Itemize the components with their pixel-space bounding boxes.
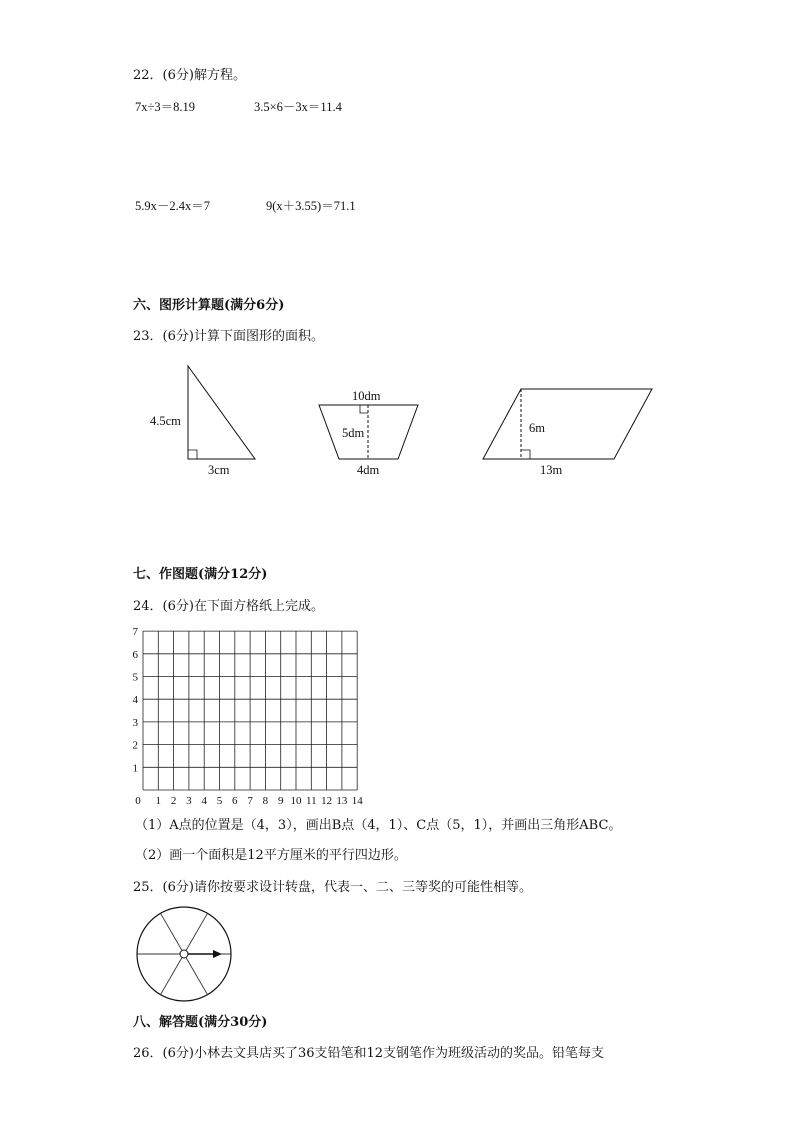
x-tick-label: 12: [321, 795, 333, 807]
section-8-heading: 八、解答题(满分30分): [133, 1015, 268, 1030]
spinner-hub: [180, 950, 188, 958]
spinner-sector-divider: [186, 957, 208, 994]
y-tick-label: 4: [132, 694, 138, 707]
x-tick-label: 10: [290, 795, 302, 807]
section-7-heading: 七、作图题(满分12分): [133, 567, 268, 582]
q25-title: 25．(6分)请你按要求设计转盘，代表一、二、三等奖的可能性相等。: [133, 880, 532, 895]
equation-1: 7x÷3＝8.19: [135, 100, 195, 114]
x-tick-label: 2: [170, 795, 177, 807]
trapezoid-height-label: 5dm: [342, 426, 365, 440]
q24-title: 24．(6分)在下面方格纸上完成。: [133, 599, 324, 614]
trapezoid-top-label: 10dm: [352, 389, 381, 403]
x-tick-label: 13: [336, 795, 348, 807]
y-tick-label: 2: [132, 739, 138, 752]
x-tick-label: 11: [306, 795, 317, 807]
y-tick-label: 3: [132, 716, 138, 729]
x-tick-label: 14: [351, 795, 363, 807]
x-tick-label: 7: [247, 795, 253, 807]
x-tick-label: 5: [216, 795, 223, 807]
x-tick-label: 1: [155, 795, 162, 807]
spinner-sector-divider: [186, 913, 208, 950]
q26-title: 26．(6分)小林去文具店买了36支铅笔和12支钢笔作为班级活动的奖品。铅笔每支: [133, 1046, 605, 1061]
x-tick-label: 8: [262, 795, 269, 807]
spinner-sector-divider: [161, 957, 183, 994]
q23-title: 23．(6分)计算下面图形的面积。: [133, 329, 324, 344]
q22-title: 22．(6分)解方程。: [133, 68, 246, 83]
q24-part1: （1）A点的位置是（4，3），画出B点（4，1）、C点（5，1），并画出三角形ABC。: [135, 818, 622, 833]
equation-3: 5.9x－2.4x＝7: [135, 199, 211, 213]
y-tick-label: 7: [132, 626, 138, 639]
section-6-heading: 六、图形计算题(满分6分): [133, 298, 285, 313]
x-tick-label: 4: [201, 795, 207, 807]
trapezoid-bottom-label: 4dm: [357, 463, 380, 477]
parallelogram-height-label: 6m: [529, 421, 545, 435]
equation-4: 9(x＋3.55)＝71.1: [266, 199, 356, 213]
x-tick-label: 9: [277, 795, 284, 807]
y-tick-label: 5: [132, 671, 138, 684]
y-tick-label: 1: [132, 762, 138, 775]
spinner-pointer-arrow: [188, 950, 222, 958]
parallelogram-base-label: 13m: [540, 463, 563, 477]
triangle-height-label: 4.5cm: [150, 414, 181, 428]
x-tick-label: 0: [135, 795, 141, 807]
equation-2: 3.5×6－3x＝11.4: [254, 100, 342, 114]
y-tick-label: 6: [132, 648, 138, 661]
x-tick-label: 3: [186, 795, 192, 807]
triangle-base-label: 3cm: [208, 463, 230, 477]
x-tick-label: 6: [232, 795, 238, 807]
q24-part2: （2）画一个面积是12平方厘米的平行四边形。: [135, 848, 407, 863]
spinner-sector-divider: [161, 913, 183, 950]
